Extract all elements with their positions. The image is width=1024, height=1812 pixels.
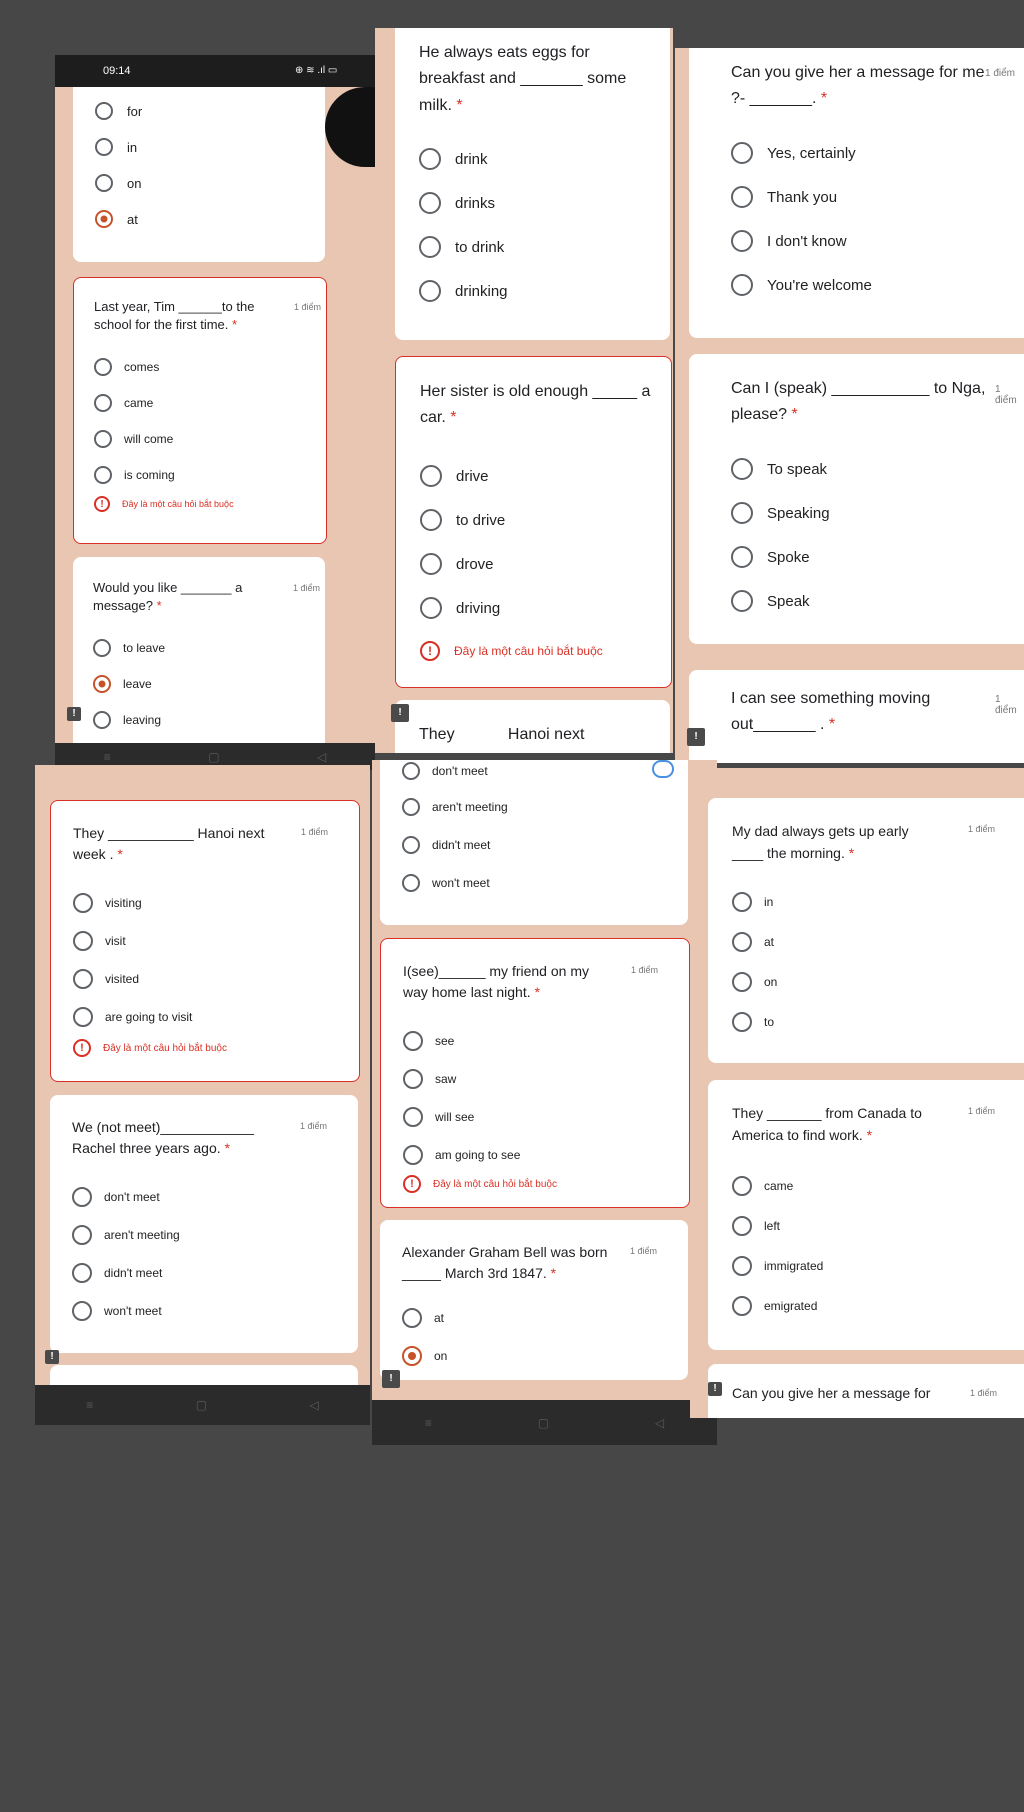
- option-dont-meet[interactable]: [402, 762, 488, 780]
- option-to[interactable]: [732, 1012, 774, 1032]
- screenshot-panel-5: [372, 760, 717, 1445]
- option-immigrated[interactable]: [732, 1256, 823, 1276]
- option-label: won't meet: [104, 1304, 162, 1318]
- points-label: 1 điểm: [995, 694, 1017, 716]
- option-label: came: [764, 1179, 794, 1193]
- option-label: visit: [105, 934, 126, 948]
- screenshot-panel-6: [690, 768, 1024, 1418]
- option-thank-you[interactable]: [731, 186, 837, 208]
- option-at[interactable]: [732, 932, 774, 952]
- radio-icon: [95, 102, 113, 120]
- radio-icon: [94, 430, 112, 448]
- option-speak[interactable]: [731, 590, 810, 612]
- option-came[interactable]: [94, 394, 153, 412]
- radio-icon: [403, 1145, 423, 1165]
- question-text: [94, 298, 269, 333]
- option-label: will see: [435, 1110, 475, 1124]
- points-label: 1 điểm: [301, 827, 329, 837]
- question-text: [402, 1242, 612, 1284]
- question-text: [403, 961, 613, 1003]
- question-card-moving: [689, 670, 1024, 763]
- question-label: I(see)______ my friend on my way home last night.: [403, 963, 589, 1000]
- radio-icon: [95, 138, 113, 156]
- option-label: at: [127, 211, 138, 227]
- screenshot-panel-1: [55, 55, 375, 770]
- option-label: saw: [435, 1072, 457, 1086]
- option-wont-meet[interactable]: [72, 1301, 162, 1321]
- question-text: [93, 579, 268, 614]
- points-label: 1 điểm: [985, 68, 1016, 79]
- question-text: [72, 1117, 277, 1159]
- question-label: Her sister is old enough _____ a car.: [420, 383, 651, 427]
- question-label: Can you give her a message for me ?- _______.: [731, 64, 985, 108]
- radio-icon: [93, 711, 111, 729]
- radio-icon: [73, 969, 93, 989]
- option-to-drink[interactable]: [419, 236, 504, 258]
- option-drive[interactable]: [420, 465, 489, 487]
- radio-icon: [732, 1216, 752, 1236]
- question-card-message-peek: [708, 1364, 1024, 1418]
- question-text: [420, 379, 665, 432]
- radio-icon: [420, 509, 442, 531]
- radio-icon: [93, 639, 111, 657]
- option-are-going-to-visit[interactable]: [73, 1007, 192, 1027]
- option-driving[interactable]: [420, 597, 500, 619]
- question-label: They ___________ Hanoi next week .: [73, 825, 265, 862]
- option-label: Spoke: [767, 548, 810, 566]
- option-label: on: [434, 1349, 448, 1363]
- radio-icon: [419, 236, 441, 258]
- question-card-speak: [689, 354, 1024, 644]
- option-on[interactable]: [402, 1346, 447, 1366]
- question-text: [731, 686, 986, 739]
- menu-icon[interactable]: ≡: [424, 1415, 432, 1430]
- radio-icon: [731, 142, 753, 164]
- option-arent-meeting[interactable]: [72, 1225, 180, 1245]
- option-label: in: [764, 895, 774, 909]
- radio-icon: [731, 502, 753, 524]
- option-label: see: [435, 1034, 455, 1048]
- screenshot-panel-4: [35, 765, 370, 1425]
- option-label: leaving: [123, 713, 162, 727]
- option-to-leave[interactable]: [93, 639, 165, 657]
- radio-icon: [420, 553, 442, 575]
- option-dont-know[interactable]: [731, 230, 847, 252]
- option-wont-meet[interactable]: [402, 874, 490, 892]
- radio-selected-icon: [93, 675, 111, 693]
- radio-icon: [731, 590, 753, 612]
- question-card-eggs: [395, 28, 670, 340]
- question-card-sister: [395, 356, 672, 688]
- question-label: We (not meet)____________ Rachel three years ago.: [72, 1119, 254, 1156]
- radio-icon: [402, 798, 420, 816]
- required-mark: *: [232, 316, 238, 332]
- radio-icon: [72, 1187, 92, 1207]
- back-icon[interactable]: ◁: [654, 1415, 665, 1430]
- status-icons: ⊕ ≋ .ıl ▭: [295, 65, 338, 76]
- radio-icon: [420, 597, 442, 619]
- question-card-they-peek: [395, 700, 670, 753]
- option-see[interactable]: [403, 1031, 454, 1051]
- question-text: Can you give her a message for: [732, 1385, 931, 1401]
- error-icon: !: [94, 496, 110, 512]
- option-didnt-meet[interactable]: [72, 1263, 162, 1283]
- option-label: to leave: [123, 641, 166, 655]
- option-came[interactable]: [732, 1176, 793, 1196]
- required-mark: *: [820, 90, 828, 108]
- option-label: leave: [123, 677, 152, 691]
- option-label: to drive: [456, 511, 506, 529]
- option-emigrated[interactable]: [732, 1296, 817, 1316]
- option-label: in: [127, 139, 138, 155]
- option-at[interactable]: [402, 1308, 444, 1328]
- question-label: Alexander Graham Bell was born _____ March 3rd 1847.: [402, 1244, 608, 1281]
- radio-icon: [73, 893, 93, 913]
- option-will-come[interactable]: [94, 430, 173, 448]
- radio-icon: [732, 972, 752, 992]
- android-nav-bar: [372, 1400, 717, 1445]
- option-dont-meet[interactable]: [72, 1187, 160, 1207]
- question-card-prev: [73, 87, 325, 262]
- question-label: Last year, Tim ______to the school for the first time.: [94, 299, 255, 332]
- required-mark: *: [450, 409, 457, 427]
- required-mark: *: [156, 597, 162, 613]
- radio-icon: [732, 1296, 752, 1316]
- option-leaving[interactable]: [93, 711, 161, 729]
- option-didnt-meet[interactable]: [402, 836, 490, 854]
- points-label: 1 điểm: [300, 1121, 328, 1131]
- floating-badge-icon: [652, 760, 674, 778]
- radio-icon: [731, 186, 753, 208]
- report-icon[interactable]: !: [687, 728, 705, 746]
- radio-selected-icon: [402, 1346, 422, 1366]
- option-label: immigrated: [764, 1259, 824, 1273]
- option-label: drinking: [455, 282, 508, 300]
- option-saw[interactable]: [403, 1069, 456, 1089]
- question-label: He always eats eggs for breakfast and _______ some milk.: [419, 44, 627, 114]
- option-for[interactable]: [95, 102, 142, 120]
- question-label: Can I (speak) ___________ to Nga, please?: [731, 380, 986, 424]
- option-drove[interactable]: [420, 553, 494, 575]
- error-text: Đây là một câu hỏi bắt buộc: [454, 644, 603, 658]
- question-label: Would you like _______ a message?: [93, 580, 243, 613]
- radio-icon: [731, 458, 753, 480]
- option-label: aren't meeting: [432, 800, 508, 814]
- error-text: Đây là một câu hỏi bắt buộc: [103, 1042, 227, 1054]
- option-visit[interactable]: [73, 931, 126, 951]
- error-icon: !: [403, 1175, 421, 1193]
- option-label: visited: [105, 972, 140, 986]
- radio-icon: [402, 836, 420, 854]
- radio-icon: [732, 1012, 752, 1032]
- option-to-drive[interactable]: [420, 509, 505, 531]
- home-icon[interactable]: ▢: [195, 1398, 208, 1412]
- option-label: to drink: [455, 238, 505, 256]
- radio-icon: [94, 394, 112, 412]
- option-label: You're welcome: [767, 276, 872, 294]
- report-icon[interactable]: !: [45, 1350, 59, 1364]
- question-card-next-peek: [50, 1365, 358, 1385]
- option-youre-welcome[interactable]: [731, 274, 872, 296]
- error-icon: !: [420, 641, 440, 661]
- radio-icon: [732, 1256, 752, 1276]
- menu-icon[interactable]: ≡: [103, 749, 111, 764]
- option-label: visiting: [105, 896, 142, 910]
- option-label: to: [764, 1015, 775, 1029]
- required-mark: *: [791, 406, 798, 424]
- radio-icon: [403, 1069, 423, 1089]
- option-label: drinks: [455, 194, 496, 212]
- option-left[interactable]: [732, 1216, 780, 1236]
- radio-icon: [402, 762, 420, 780]
- radio-icon: [73, 931, 93, 951]
- question-card-canada: [708, 1080, 1024, 1350]
- screenshot-panel-2: [375, 28, 673, 753]
- home-icon[interactable]: ▢: [208, 749, 220, 764]
- points-label: 1 điểm: [995, 384, 1017, 406]
- option-label: is coming: [124, 468, 175, 482]
- android-nav-bar: [35, 1385, 370, 1425]
- option-drinking[interactable]: [419, 280, 508, 302]
- radio-icon: [732, 932, 752, 952]
- points-label: 1 điểm: [968, 1106, 996, 1116]
- option-spoke[interactable]: [731, 546, 810, 568]
- question-label: They _______ from Canada to America to find work.: [732, 1105, 922, 1144]
- option-label: didn't meet: [432, 838, 491, 852]
- option-label: on: [127, 175, 142, 191]
- question-label: I can see something moving out_______ .: [731, 690, 931, 734]
- points-label: 1 điểm: [294, 302, 322, 312]
- error-message: [403, 1175, 557, 1193]
- radio-icon: [732, 1176, 752, 1196]
- radio-icon: [731, 546, 753, 568]
- option-label: at: [434, 1311, 445, 1325]
- question-card-bell: [380, 1220, 688, 1380]
- avatar: [325, 87, 375, 167]
- radio-icon: [72, 1263, 92, 1283]
- question-text: [731, 376, 986, 429]
- option-label: left: [764, 1219, 781, 1233]
- report-icon[interactable]: !: [382, 1370, 400, 1388]
- radio-selected-icon: [95, 210, 113, 228]
- error-message: [420, 641, 603, 661]
- points-label: 1 điểm: [631, 965, 659, 975]
- radio-icon: [72, 1225, 92, 1245]
- required-mark: *: [456, 96, 463, 114]
- option-label: drink: [455, 150, 488, 168]
- menu-icon[interactable]: ≡: [86, 1398, 94, 1412]
- required-mark: *: [550, 1265, 557, 1281]
- radio-icon: [402, 874, 420, 892]
- radio-icon: [73, 1007, 93, 1027]
- option-speaking[interactable]: [731, 502, 830, 524]
- option-on[interactable]: [732, 972, 777, 992]
- option-label: are going to visit: [105, 1010, 193, 1024]
- option-on[interactable]: [95, 174, 141, 192]
- radio-icon: [403, 1107, 423, 1127]
- error-message: [94, 496, 234, 512]
- radio-icon: [731, 274, 753, 296]
- option-drinks[interactable]: [419, 192, 495, 214]
- radio-icon: [402, 1308, 422, 1328]
- error-text: Đây là một câu hỏi bắt buộc: [122, 499, 234, 509]
- option-label: didn't meet: [104, 1266, 163, 1280]
- question-text: [73, 823, 278, 865]
- option-at[interactable]: [95, 210, 138, 228]
- option-am-going-to-see[interactable]: [403, 1145, 520, 1165]
- option-label: To speak: [767, 460, 828, 478]
- question-card-dad: [708, 798, 1024, 1063]
- option-label: don't meet: [104, 1190, 160, 1204]
- option-label: Thank you: [767, 188, 838, 206]
- option-label: won't meet: [432, 876, 490, 890]
- report-icon[interactable]: !: [391, 704, 409, 722]
- status-bar: [55, 55, 375, 87]
- question-label: My dad always gets up early ____ the morning.: [732, 823, 909, 862]
- option-label: drove: [456, 555, 494, 573]
- option-leave[interactable]: [93, 675, 152, 693]
- option-arent-meeting[interactable]: [402, 798, 508, 816]
- option-comes[interactable]: [94, 358, 159, 376]
- option-in[interactable]: [732, 892, 773, 912]
- error-text: Đây là một câu hỏi bắt buộc: [433, 1178, 557, 1190]
- option-label: emigrated: [764, 1299, 818, 1313]
- radio-icon: [420, 465, 442, 487]
- option-label: aren't meeting: [104, 1228, 180, 1242]
- option-label: at: [764, 935, 775, 949]
- question-text: [419, 40, 659, 119]
- required-mark: *: [534, 984, 540, 1000]
- back-icon[interactable]: ◁: [317, 749, 327, 764]
- required-mark: *: [117, 846, 123, 862]
- question-card-message: [689, 48, 1024, 338]
- required-mark: *: [848, 845, 855, 862]
- option-label: Speak: [767, 592, 810, 610]
- error-icon: !: [73, 1039, 91, 1057]
- question-text: [731, 60, 986, 113]
- option-label: will come: [124, 432, 174, 446]
- option-to-speak[interactable]: [731, 458, 827, 480]
- option-label: am going to see: [435, 1148, 521, 1162]
- radio-icon: [419, 280, 441, 302]
- question-text: [732, 820, 942, 865]
- option-yes-certainly[interactable]: [731, 142, 856, 164]
- points-label: 1 điểm: [630, 1246, 658, 1256]
- radio-icon: [419, 192, 441, 214]
- option-label: came: [124, 396, 154, 410]
- question-text: They Hanoi next: [419, 726, 585, 743]
- option-label: comes: [124, 360, 160, 374]
- option-visiting[interactable]: [73, 893, 142, 913]
- question-card-would-like: [73, 557, 325, 757]
- option-label: on: [764, 975, 778, 989]
- points-label: 1 điểm: [968, 824, 996, 834]
- option-label: for: [127, 103, 143, 119]
- radio-icon: [732, 892, 752, 912]
- required-mark: *: [866, 1127, 873, 1144]
- option-label: Yes, certainly: [767, 144, 856, 162]
- error-message: [73, 1039, 227, 1057]
- question-card-not-meet-cont: [380, 760, 688, 925]
- radio-icon: [72, 1301, 92, 1321]
- radio-icon: [731, 230, 753, 252]
- question-text: [732, 1102, 947, 1147]
- option-will-see[interactable]: [403, 1107, 474, 1127]
- option-label: drive: [456, 467, 489, 485]
- radio-icon: [419, 148, 441, 170]
- option-in[interactable]: [95, 138, 137, 156]
- option-label: don't meet: [432, 764, 488, 778]
- back-icon[interactable]: ◁: [309, 1398, 319, 1412]
- question-card-last-year: [73, 277, 327, 544]
- question-card-see: [380, 938, 690, 1208]
- report-icon[interactable]: !: [708, 1382, 722, 1396]
- status-time: 09:14: [103, 65, 131, 77]
- option-label: I don't know: [767, 232, 847, 250]
- home-icon[interactable]: ▢: [537, 1415, 550, 1430]
- option-label: driving: [456, 599, 501, 617]
- option-label: Speaking: [767, 504, 830, 522]
- question-card-not-meet: [50, 1095, 358, 1353]
- screenshot-panel-3: [675, 48, 1024, 763]
- required-mark: *: [224, 1140, 230, 1156]
- option-is-coming[interactable]: [94, 466, 175, 484]
- points-label: 1 điểm: [970, 1388, 998, 1398]
- radio-icon: [403, 1031, 423, 1051]
- question-card-they: [50, 800, 360, 1082]
- radio-icon: [94, 466, 112, 484]
- required-mark: *: [828, 716, 836, 734]
- points-label: 1 điểm: [293, 583, 321, 593]
- radio-icon: [94, 358, 112, 376]
- option-drink[interactable]: [419, 148, 488, 170]
- report-icon[interactable]: !: [67, 707, 81, 721]
- option-visited[interactable]: [73, 969, 139, 989]
- radio-icon: [95, 174, 113, 192]
